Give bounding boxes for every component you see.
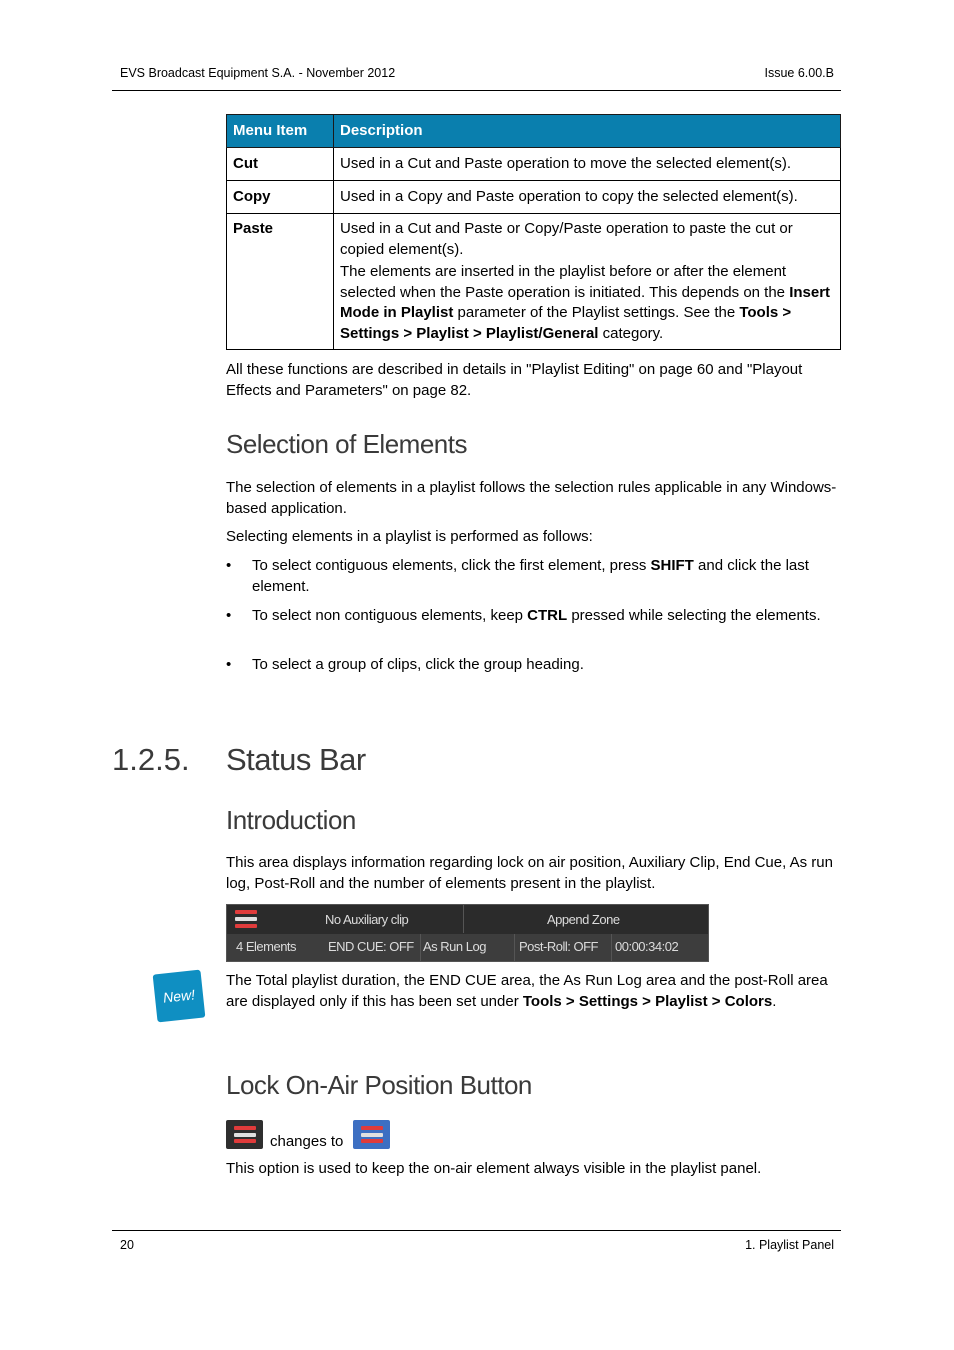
new-note-a: The Total playlist duration, the END CUE area, the As Run Log area and the post-Roll area are displayed only if this has been set under [226, 972, 828, 1010]
paste-desc-2 [340, 262, 834, 344]
new-note-b: Tools > Settings > Playlist > Colors [522, 992, 773, 1010]
lock-on-button-icon [353, 1120, 390, 1149]
status-bar-bottom-row [227, 934, 708, 961]
bullet-mark: • [226, 656, 232, 673]
table-cell-item: Paste [227, 214, 334, 350]
section-title: Status Bar [226, 742, 366, 777]
paste-desc-1: Used in a Cut and Paste or Copy/Paste operation to paste the cut or copied element(s). [340, 220, 793, 258]
table-cell-description: Used in a Cut and Paste operation to move the selected element(s). [334, 148, 841, 181]
table-header-menu-item: Menu Item [227, 115, 334, 148]
divider [611, 934, 612, 961]
bullet-1b: SHIFT [650, 557, 694, 574]
table-cell-item: Cut [227, 148, 334, 181]
after-table-text: All these functions are described in details in "Playlist Editing" on page 60 and "Playout Effects and Parameters" on page 82. [226, 361, 803, 399]
post-roll-status[interactable]: Post-Roll: OFF [519, 939, 598, 954]
menu-items-table [226, 114, 841, 350]
paste-desc-2b: Insert Mode in Playlist [340, 283, 831, 321]
bullet-text [252, 606, 842, 627]
elements-count: 4 Elements [236, 939, 297, 954]
lock-description: This option is used to keep the on-air element always visible in the playlist panel. [226, 1160, 762, 1177]
table-cell-description: Used in a Copy and Paste operation to copy the selected element(s). [334, 181, 841, 214]
end-cue-status[interactable]: END CUE: OFF [328, 939, 414, 954]
as-run-log-button[interactable]: As Run Log [423, 939, 486, 954]
status-bar-screenshot [226, 904, 709, 962]
append-zone-label[interactable]: Append Zone [547, 912, 620, 927]
total-duration: 00:00:34:02 [615, 939, 679, 954]
lock-on-air-icon[interactable] [235, 910, 257, 928]
intro-heading: Introduction [226, 805, 356, 835]
footer-chapter: 1. Playlist Panel [745, 1238, 834, 1252]
bullet-3: To select a group of clips, click the group heading. [252, 656, 584, 673]
lock-heading: Lock On-Air Position Button [226, 1070, 532, 1100]
bullet-2c: pressed while selecting the elements. [567, 607, 821, 624]
paste-desc-2c: parameter of the Playlist settings. See the [453, 304, 740, 321]
selection-p2: Selecting elements in a playlist is performed as follows: [226, 528, 593, 545]
paste-desc-2a: The elements are inserted in the playlist before or after the element selected when the Paste operation is initiated. This depends on the [340, 263, 790, 301]
bullet-2b: CTRL [527, 607, 568, 624]
new-badge-icon: New! [153, 970, 206, 1023]
selection-p1: The selection of elements in a playlist follows the selection rules applicable in any Windows-based application. [226, 479, 837, 517]
hamburger-icon [234, 1126, 256, 1143]
hamburger-icon [361, 1126, 383, 1143]
changes-to-text: changes to [270, 1133, 344, 1150]
bullet-1a: To select contiguous elements, click the first element, press [252, 557, 651, 574]
bullet-1c: and click the last element. [252, 557, 809, 595]
table-row [227, 181, 841, 214]
bullet-mark: • [226, 607, 232, 624]
new-note-text [226, 971, 841, 1012]
page-number: 20 [120, 1238, 134, 1252]
divider [514, 934, 515, 961]
table-header-description: Description [334, 115, 841, 148]
header-right: Issue 6.00.B [764, 66, 834, 80]
bullet-mark: • [226, 557, 232, 574]
section-number: 1.2.5. [112, 742, 190, 777]
divider [463, 905, 464, 933]
lock-off-button-icon [226, 1120, 263, 1149]
header-divider [112, 90, 841, 91]
footer-divider [112, 1230, 841, 1231]
table-cell-description [334, 214, 841, 350]
paste-desc-2d: Tools > Settings > Playlist > Playlist/General [340, 304, 792, 342]
selection-heading: Selection of Elements [226, 429, 467, 459]
table-row [227, 214, 841, 350]
header-left: EVS Broadcast Equipment S.A. - November 2012 [120, 66, 396, 80]
aux-clip-label[interactable]: No Auxiliary clip [325, 912, 409, 927]
bullet-text [252, 556, 842, 597]
paste-desc-2e: category. [598, 324, 664, 342]
new-note-c: . [772, 992, 777, 1010]
bullet-2a: To select non contiguous elements, keep [252, 607, 528, 624]
divider [420, 934, 421, 961]
table-row [227, 148, 841, 181]
table-cell-item: Copy [227, 181, 334, 214]
intro-p1: This area displays information regarding lock on air position, Auxiliary Clip, End Cue, As run log, Post-Roll and the number of elements present in the playlist. [226, 854, 833, 892]
table-header-row [227, 115, 841, 148]
